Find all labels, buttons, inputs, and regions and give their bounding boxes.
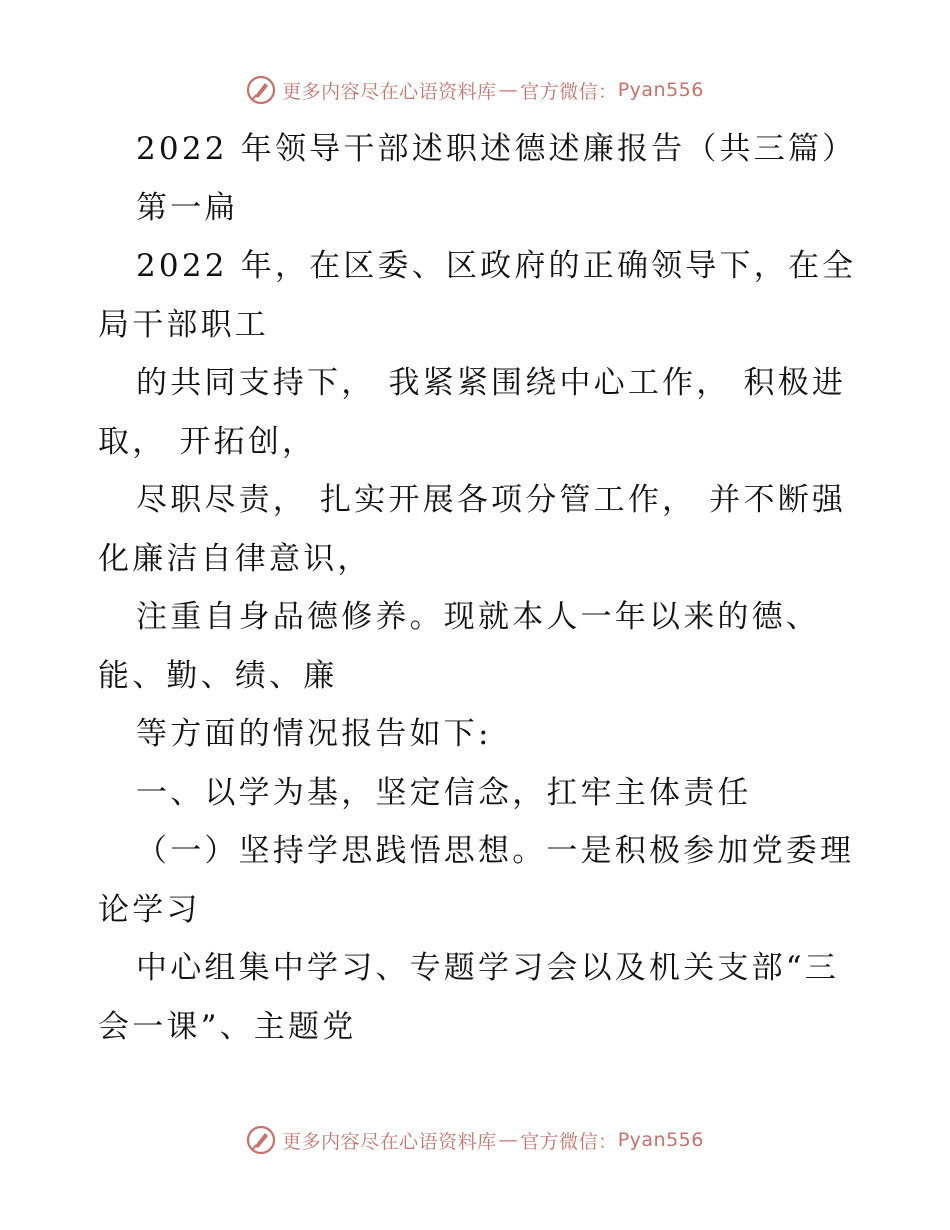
watermark-site-text: 更多内容尽在心语资料库 bbox=[282, 80, 497, 103]
document-line: 注重自身品德修养。现就本人一年以来的德、 bbox=[136, 599, 820, 635]
quill-pen-logo-icon bbox=[246, 1125, 276, 1155]
document-line: 论学习 bbox=[98, 891, 201, 928]
watermark-site-text: 更多内容尽在心语资料库 bbox=[282, 1130, 497, 1153]
document-line: 第一扁 bbox=[136, 189, 239, 226]
watermark-wechat-label: 官方微信： bbox=[520, 1130, 618, 1153]
document-line: （一）坚持学思践悟思想。一是积极参加党委理 bbox=[136, 833, 855, 869]
watermark-wechat-label: 官方微信： bbox=[520, 80, 618, 103]
quill-pen-logo-icon bbox=[246, 75, 276, 105]
document-line: 尽职尽责， 扎实开展各项分管工作， 并不断强 bbox=[136, 482, 847, 518]
document-line: 等方面的情况报告如下: bbox=[136, 716, 492, 752]
document-body bbox=[98, 120, 858, 1056]
document-line: 取， 开拓创， bbox=[98, 423, 317, 460]
watermark-wechat-id: Pyan556 bbox=[617, 1129, 704, 1151]
header-watermark bbox=[0, 70, 950, 110]
document-line: 一、以学为基，坚定信念，扛牢主体责任 bbox=[136, 774, 752, 811]
footer-watermark bbox=[0, 1120, 950, 1160]
document-line: 中心组集中学习、专题学习会以及机关支部“三 bbox=[136, 950, 840, 986]
watermark-separator: — bbox=[498, 1129, 519, 1151]
document-line: 会一课”、主题党 bbox=[98, 1008, 357, 1045]
watermark-separator: — bbox=[498, 79, 519, 101]
watermark-wechat-id: Pyan556 bbox=[617, 79, 704, 101]
document-line: 能、勤、绩、廉 bbox=[98, 657, 338, 694]
document-line: 化廉洁自律意识， bbox=[98, 540, 372, 577]
document-line: 局干部职工 bbox=[98, 306, 269, 343]
document-line: 2022 年，在区委、区政府的正确领导下，在全 bbox=[136, 248, 857, 284]
document-line: 2022 年领导干部述职述德述廉报告（共三篇） bbox=[136, 131, 857, 167]
document-line: 的共同支持下， 我紧紧围绕中心工作， 积极进 bbox=[136, 365, 847, 401]
